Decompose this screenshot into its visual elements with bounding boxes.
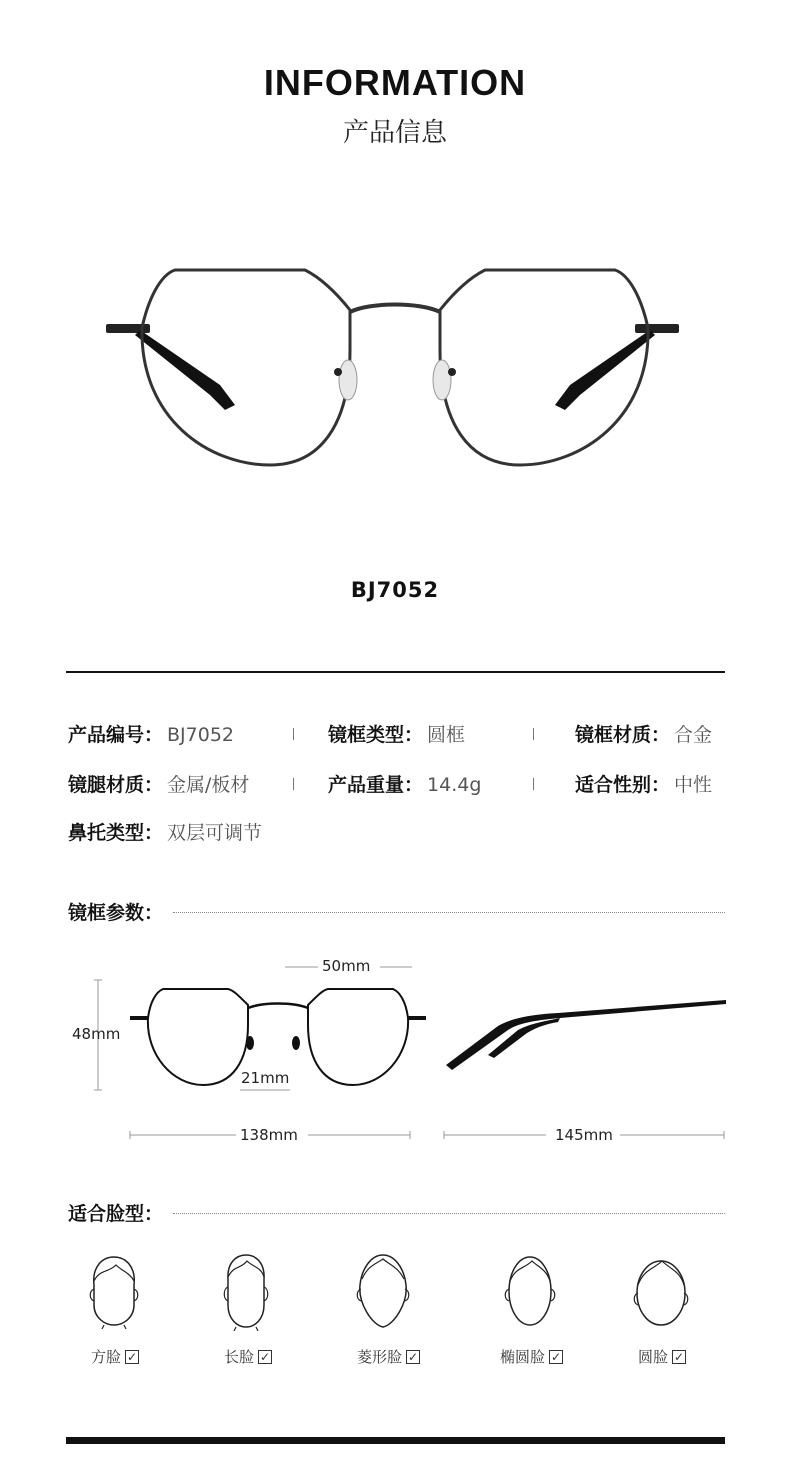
glasses-product-image — [100, 250, 690, 480]
right-temple-tip — [555, 330, 655, 410]
face-shape-label: 椭圆脸 — [500, 1348, 546, 1366]
temple-side-view — [446, 1000, 726, 1070]
frame-params-heading: 镜框参数： — [68, 902, 164, 924]
spec-product-number — [68, 720, 234, 747]
spec-key: 镜框材质： — [575, 724, 671, 746]
check-icon: ✓ — [673, 1349, 685, 1364]
check-icon: ✓ — [259, 1349, 271, 1364]
face-shape-item — [638, 1346, 686, 1367]
spec-gender — [575, 770, 712, 797]
left-nose-pad — [339, 360, 357, 400]
check-icon: ✓ — [126, 1349, 138, 1364]
dotted-leader — [173, 912, 725, 913]
temple-tip-side — [488, 1018, 560, 1058]
spec-value: 金属/板材 — [167, 774, 250, 796]
spec-value: 圆框 — [427, 724, 466, 746]
check-icon: ✓ — [550, 1349, 562, 1364]
lens-width-label: 50mm — [322, 957, 371, 975]
spec-separator — [533, 728, 534, 740]
spec-frame-material — [575, 720, 712, 747]
front-right-pad — [292, 1036, 300, 1050]
page-title: INFORMATION — [263, 62, 527, 103]
face-shape-label: 菱形脸 — [357, 1348, 403, 1366]
divider — [66, 671, 725, 673]
diamond-face-icon — [354, 1253, 412, 1331]
left-temple-tip — [135, 330, 235, 410]
spec-value: BJ7052 — [167, 724, 235, 746]
spec-separator — [533, 778, 534, 790]
right-nose-pad — [433, 360, 451, 400]
bottom-bar — [66, 1437, 725, 1444]
spec-value: 14.4g — [427, 774, 482, 796]
face-shape-label: 圆脸 — [638, 1348, 669, 1366]
bridge — [350, 305, 440, 313]
product-model: BJ7052 — [350, 578, 440, 602]
spec-nose-pad — [68, 818, 262, 845]
lens-height-label: 48mm — [72, 1025, 121, 1043]
spec-temple-material — [68, 770, 249, 797]
check-icon: ✓ — [407, 1349, 419, 1364]
face-shape-heading: 适合脸型： — [68, 1203, 164, 1225]
spec-value: 合金 — [674, 724, 713, 746]
square-face-icon — [86, 1255, 142, 1329]
long-face-icon — [219, 1253, 273, 1331]
dotted-leader — [173, 1213, 725, 1214]
spec-separator — [293, 778, 294, 790]
face-shape-item — [500, 1346, 563, 1367]
right-hinge — [635, 324, 679, 333]
right-pad-arm — [448, 368, 456, 376]
spec-value: 双层可调节 — [167, 822, 263, 844]
round-face-icon — [632, 1255, 690, 1329]
front-left-pad — [246, 1036, 254, 1050]
spec-key: 适合性别： — [575, 774, 671, 796]
front-left-hinge — [130, 1016, 148, 1020]
spec-key: 镜腿材质： — [68, 774, 164, 796]
right-lens-rim — [440, 270, 648, 465]
frame-dimension-diagram — [68, 950, 728, 1150]
bridge-label: 21mm — [241, 1069, 290, 1087]
spec-key: 产品编号： — [68, 724, 164, 746]
left-pad-arm — [334, 368, 342, 376]
face-shape-label: 方脸 — [91, 1348, 122, 1366]
face-shape-item — [224, 1346, 272, 1367]
spec-separator — [293, 728, 294, 740]
page-subtitle: 产品信息 — [342, 118, 447, 148]
left-lens-rim — [142, 270, 350, 465]
face-shape-label: 长脸 — [224, 1348, 255, 1366]
front-right-rim — [308, 989, 408, 1085]
temple-length-label: 145mm — [555, 1126, 613, 1144]
spec-key: 鼻托类型： — [68, 822, 164, 844]
face-shape-item — [91, 1346, 139, 1367]
spec-frame-type — [328, 720, 465, 747]
spec-key: 产品重量： — [328, 774, 424, 796]
front-bridge — [248, 1004, 308, 1009]
front-left-rim — [148, 989, 248, 1085]
front-right-hinge — [408, 1016, 426, 1020]
spec-weight — [328, 770, 481, 797]
spec-key: 镜框类型： — [328, 724, 424, 746]
face-shape-item — [357, 1346, 420, 1367]
spec-value: 中性 — [674, 774, 713, 796]
frame-width-label: 138mm — [240, 1126, 298, 1144]
oval-face-icon — [502, 1253, 558, 1331]
